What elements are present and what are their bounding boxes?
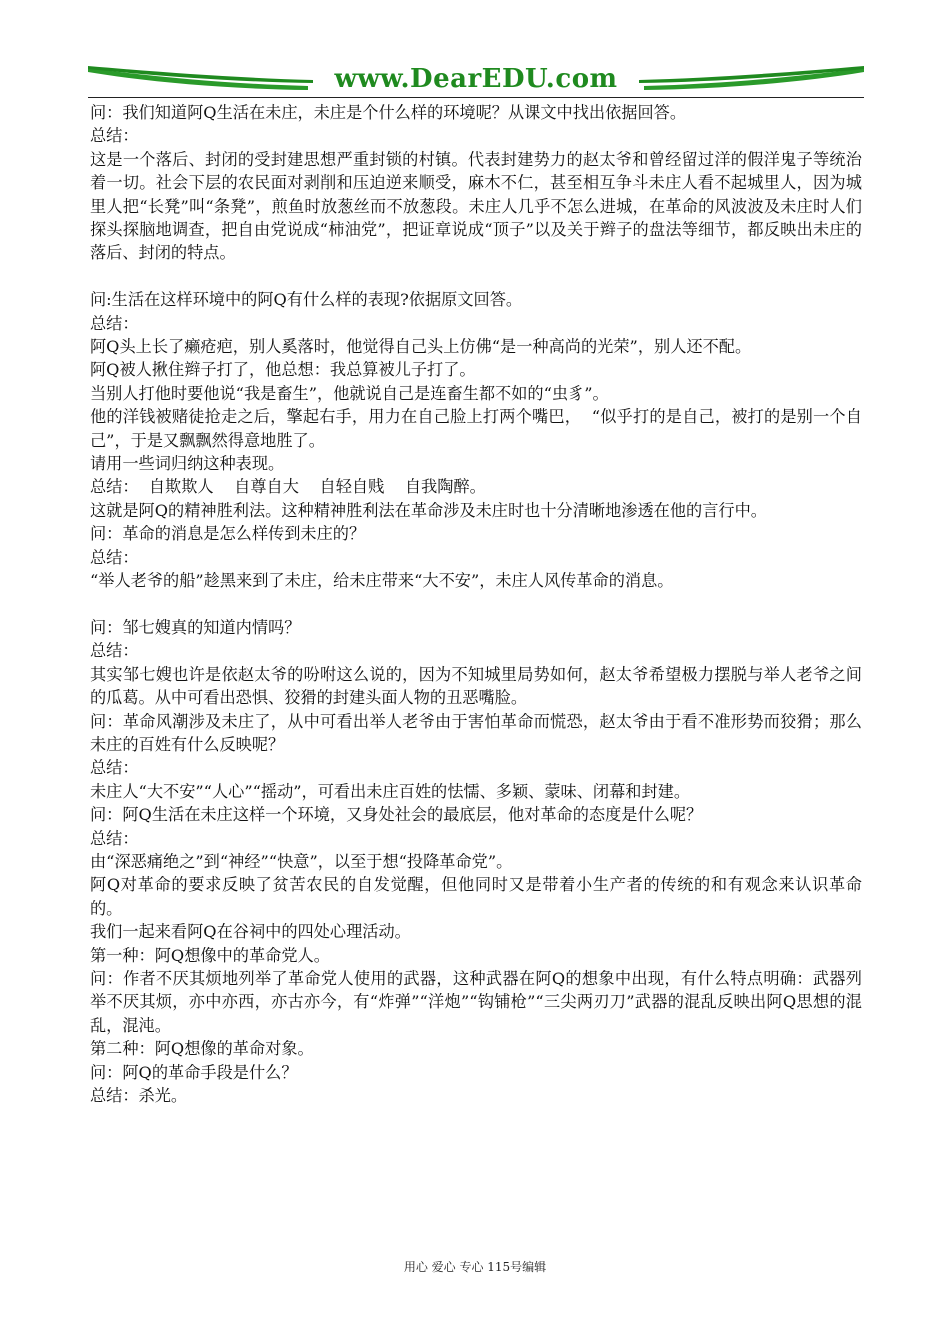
paragraph: 问:生活在这样环境中的阿Q有什么样的表现?依据原文回答。: [90, 290, 523, 310]
paragraph: 总结：杀光。: [90, 1086, 188, 1106]
paragraph: 总结：: [90, 547, 139, 567]
document-body: [90, 101, 862, 1107]
paragraph: 问：阿Q的革命手段是什么？: [90, 1062, 298, 1082]
paragraph: 总结：: [90, 641, 139, 661]
paragraph: 问：阿Q生活在未庄这样一个环境，又身处社会的最底层，他对革命的态度是什么呢？: [90, 805, 703, 825]
paragraph: 这就是阿Q的精神胜利法。这种精神胜利法在革命涉及未庄时也十分清晰地渗透在他的言行中。: [90, 500, 767, 520]
paragraph: 总结：: [90, 828, 139, 848]
paragraph: “举人老爷的船”趁黑来到了未庄，给未庄带来“大不安”，未庄人风传革命的消息。: [90, 571, 674, 591]
paragraph: 问：革命风潮涉及未庄了，从中可看出举人老爷由于害怕革命而慌恐，赵太爷由于看不准形势而狡猾；那么未庄的百姓有什么反映呢？: [90, 711, 862, 754]
paragraph: 阿Q头上长了癞疮疤，别人奚落时，他觉得自己头上仿佛“是一种高尚的光荣”，别人还不配。: [90, 337, 752, 357]
paragraph: 问：革命的消息是怎么样传到未庄的？: [90, 524, 366, 544]
paragraph: 由“深恶痛绝之”到“神经”“快意”，以至于想“投降革命党”。: [90, 851, 513, 871]
paragraph: 他的洋钱被赌徒抢走之后，擎起右手，用力在自己脸上打两个嘴巴， “似乎打的是自己，被打的是别一个自己”，于是又飘飘然得意地胜了。: [90, 407, 862, 450]
paragraph: 问：我们知道阿Q生活在未庄，未庄是个什么样的环境呢？从课文中找出依据回答。: [90, 103, 687, 122]
paragraph: 我们一起来看阿Q在谷祠中的四处心理活动。: [90, 922, 411, 942]
site-header-banner: [88, 62, 864, 98]
paragraph: 总结：: [90, 313, 139, 333]
paragraph: 请用一些词归纳这种表现。: [90, 454, 285, 474]
paragraph: 问：作者不厌其烦地列举了革命党人使用的武器，这种武器在阿Q的想象中出现，有什么特点明确：武器列举不厌其烦，亦中亦西，亦古亦今，有“炸弹”“洋炮”“钩铺枪”“三尖两刃刀”武器的混乱反映出阿Q思想的混乱，混沌。: [90, 969, 862, 1035]
site-logo-text: www.DearEDU.com: [334, 64, 618, 94]
page-footer: 用心 爱心 专心 115号编辑: [403, 1260, 547, 1274]
paragraph: 第二种：阿Q想像的革命对象。: [90, 1039, 314, 1059]
paragraph: 未庄人“大不安”“人心”“摇动”，可看出未庄百姓的怯懦、多颖、蒙味、闭幕和封建。: [90, 781, 691, 801]
paragraph: 当别人打他时要他说“我是畜生”，他就说自己是连畜生都不如的“虫豸”。: [90, 383, 609, 403]
header-divider: [88, 97, 864, 98]
paragraph: 总结： 自欺欺人 自尊自大 自轻自贱 自我陶醉。: [90, 477, 486, 497]
paragraph: 第一种：阿Q想像中的革命党人。: [90, 945, 330, 965]
blank-line: [90, 593, 862, 616]
paragraph: 其实邹七嫂也许是依赵太爷的吩咐这么说的，因为不知城里局势如何，赵太爷希望极力摆脱与举人老爷之间的瓜葛。从中可看出恐惧、狡猾的封建头面人物的丑恶嘴脸。: [90, 664, 862, 708]
paragraph: 阿Q对革命的要求反映了贫苦农民的自发觉醒，但他同时又是带着小生产者的传统的和有观念来认识革命的。: [90, 875, 862, 918]
blank-line: [90, 265, 862, 288]
paragraph: 这是一个落后、封闭的受封建思想严重封锁的村镇。代表封建势力的赵太爷和曾经留过洋的假洋鬼子等统治着一切。社会下层的农民面对剥削和压迫逆来顺受，麻木不仁，甚至相互争斗未庄人看不起城里人，因为城里人把“长凳”叫“条凳”，煎鱼时放葱丝而不放葱段。未庄人几乎不怎么进城，在革命的风波波及未庄时人们探头探脑地调查，把自由党说成“柿油党”，把证章说成“顶子”以及关于辫子的盘法等细节，都反映出未庄的落后、封闭的特点。: [90, 149, 862, 263]
paragraph: 总结：: [90, 758, 139, 778]
paragraph: 总结：: [90, 126, 139, 146]
paragraph: 问：邹七嫂真的知道内情吗？: [90, 617, 301, 637]
paragraph: 阿Q被人揪住辫子打了，他总想：我总算被儿子打了。: [90, 360, 476, 380]
